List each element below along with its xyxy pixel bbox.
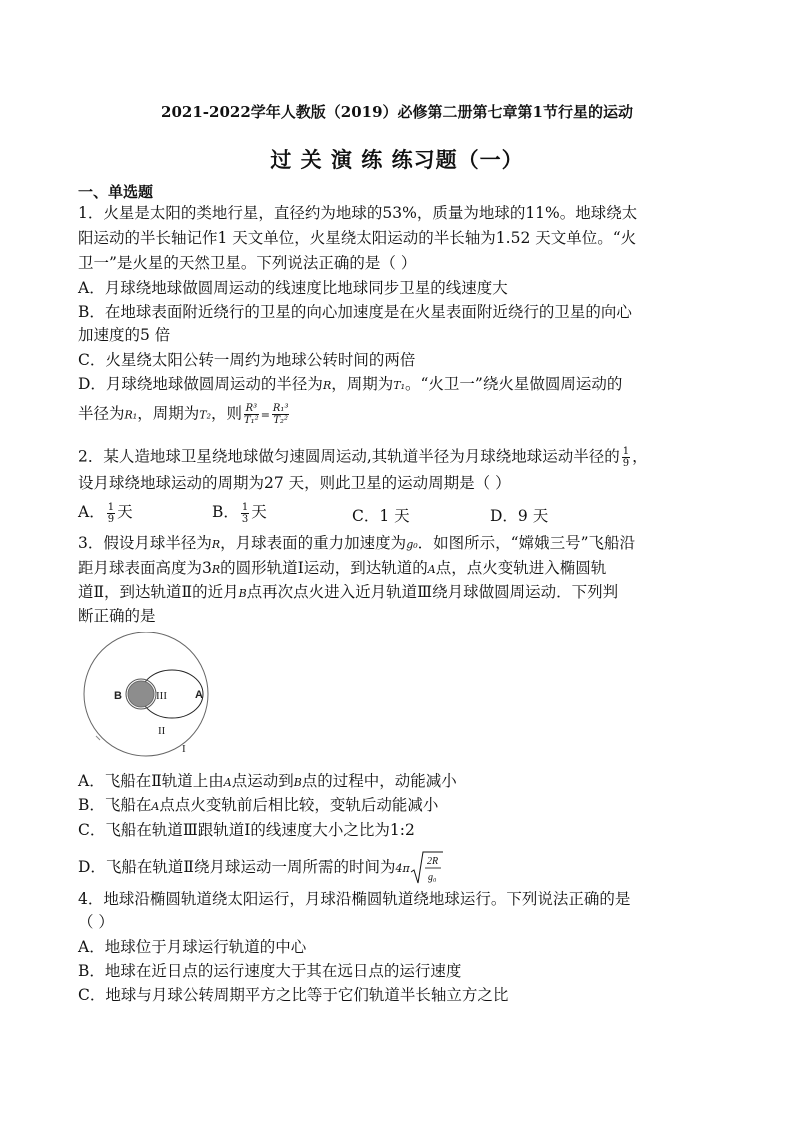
q2-line-1 (78, 446, 648, 469)
q3-option-d (78, 850, 444, 886)
q1-line-1: 1．火星是太阳的类地行星，直径约为地球的53%，质量为地球的11%。地球绕太 (78, 204, 638, 222)
q1-line-2: 阳运动的半长轴记作1 天文单位，火星绕太阳运动的半长轴为1.52 天文单位。“火 (78, 229, 637, 247)
q1-d2-f2-den: T₂² (273, 415, 289, 426)
q1-d2-text-b: ，周期为 (137, 404, 200, 423)
q3-line-3 (78, 582, 618, 604)
q2-b-fraction (241, 502, 249, 525)
q3-l2-a: 距月球表面高度为3 (78, 559, 212, 577)
q1-option-b-line-1: B．在地球表面附近绕行的卫星的向心加速度是在火星表面附近绕行的卫星的向心 (78, 303, 632, 321)
q2-fraction (622, 446, 630, 469)
q1-d2-f1-num: R³ (245, 403, 258, 414)
q4-line-1: 4．地球沿椭圆轨道绕太阳运行，月球沿椭圆轨道绕地球运行。下列说法正确的是 (78, 890, 631, 908)
q1-d-symbol-r: R (322, 379, 332, 392)
document-title: 2021-2022学年人教版（2019）必修第二册第七章第1节行星的运动 (161, 103, 633, 121)
q1-d2-symbol-t2: T₂ (199, 408, 211, 422)
q3-l2-c: 点，点火变轨进入椭圆轨 (435, 559, 607, 577)
q2-a-fraction (107, 502, 115, 525)
q3-d-sqrt (410, 850, 444, 886)
q3-l1-c: ．如图所示，“嫦娥三号”飞船沿 (417, 534, 635, 552)
q2-b-num: 1 (241, 501, 249, 513)
q1-d-symbol-t1: T₁ (393, 379, 405, 392)
orbit-direction-arrow (96, 736, 100, 740)
q3-line-2 (78, 558, 606, 580)
q1-d2-fraction-2 (272, 403, 290, 426)
q3-l3-symbol-b: B (238, 587, 247, 600)
q3-l3-a: 道Ⅱ，到达轨道Ⅱ的近月 (78, 583, 239, 601)
section-heading: 一、单选题 (78, 183, 154, 201)
q3-b-text-b: 点点火变轨前后相比较，变轨后动能减小 (159, 796, 439, 814)
q2-text-1-end: ， (632, 447, 648, 466)
q1-option-a: A．月球绕地球做圆周运动的线速度比地球同步卫星的线速度大 (78, 279, 508, 297)
q3-l2-symbol-a: A (427, 563, 436, 576)
q2-option-a (78, 500, 133, 525)
q1-option-b-line-2: 加速度的5 倍 (78, 326, 171, 344)
q1-d2-fraction-1 (244, 403, 259, 426)
q3-line-1 (78, 533, 635, 555)
q1-d2-text-c: ，则 (210, 404, 242, 423)
q3-a-text-c: 点的过程中，动能减小 (301, 772, 457, 790)
q3-l1-a: 3．假设月球半径为 (78, 534, 212, 552)
moon-circle (128, 681, 154, 707)
q3-option-c: C．飞船在轨道Ⅲ跟轨道Ⅰ的线速度大小之比为1:2 (78, 821, 415, 839)
q3-b-symbol-a: A (151, 800, 160, 813)
q2-a-den: 9 (107, 513, 115, 525)
q3-d-text: D．飞船在轨道Ⅱ绕月球运动一周所需的时间为 (78, 858, 396, 876)
q3-option-a (78, 771, 457, 793)
q1-option-d-line-2 (78, 403, 291, 426)
label-orbit-iii: III (156, 690, 167, 702)
q4-option-b: B．地球在近日点的运行速度大于其在远日点的运行速度 (78, 962, 462, 980)
q3-l3-b: 点再次点火进入近月轨道Ⅲ绕月球做圆周运动．下列判 (246, 583, 619, 601)
q3-a-symbol-b: B (293, 776, 302, 789)
q3-l1-b: ，月球表面的重力加速度为 (220, 534, 407, 552)
q3-d-coefficient: 4π (395, 862, 410, 875)
q3-l1-symbol-r: R (211, 538, 221, 551)
q3-a-text-a: A．飞船在Ⅱ轨道上由 (78, 772, 224, 790)
q1-option-c: C．火星绕太阳公转一周约为地球公转时间的两倍 (78, 351, 416, 369)
q3-d-den: g₀ (427, 872, 437, 883)
q3-a-text-b: 点运动到 (231, 772, 294, 790)
label-orbit-ii: II (158, 725, 166, 737)
q2-line-2: 设月球绕地球运动的周期为27 天，则此卫星的运动周期是（ ） (78, 474, 511, 492)
q3-l2-b: 的圆形轨道Ⅰ运动，到达轨道的 (220, 559, 428, 577)
q3-d-num: 2R (426, 856, 438, 867)
q2-b-den: 3 (241, 513, 249, 525)
q2-option-b (212, 500, 267, 525)
q1-d-text-b: ，周期为 (331, 375, 394, 393)
q1-d2-f2-num: R₁³ (272, 403, 289, 414)
q2-option-d: D．9 天 (490, 507, 549, 525)
q1-d-text-a: D．月球绕地球做圆周运动的半径为 (78, 375, 323, 393)
q1-d2-symbol-r1: R₁ (124, 408, 138, 422)
q3-l1-symbol-g0: g₀ (406, 538, 418, 551)
q3-l2-symbol-r: R (211, 563, 221, 576)
q3-a-symbol-a: A (223, 776, 232, 789)
q3-line-4: 断正确的是 (78, 607, 156, 625)
label-point-b: B (114, 690, 122, 702)
q2-b-unit: 天 (251, 503, 267, 521)
q1-d2-equals: = (260, 408, 270, 422)
q2-a-unit: 天 (117, 503, 133, 521)
q3-b-text-a: B．飞船在 (78, 796, 152, 814)
q3-option-b (78, 795, 438, 817)
q2-a-num: 1 (107, 501, 115, 513)
q2-frac-num: 1 (622, 446, 630, 457)
orbit-diagram (78, 632, 218, 762)
q2-frac-den: 9 (622, 458, 630, 469)
label-point-a: A (195, 689, 203, 701)
q4-option-c: C．地球与月球公转周期平方之比等于它们轨道半长轴立方之比 (78, 986, 509, 1004)
q2-b-label: B． (212, 503, 239, 521)
document-subtitle: 过 关 演 练 练习题（一） (270, 147, 524, 172)
q1-d-text-c: 。“火卫一”绕火星做圆周运动的 (405, 375, 623, 393)
q4-option-a: A．地球位于月球运行轨道的中心 (78, 938, 307, 956)
q2-option-c: C．1 天 (352, 507, 410, 525)
q1-d2-f1-den: T₁² (244, 415, 259, 426)
q2-a-label: A． (78, 503, 105, 521)
q1-option-d-line-1 (78, 374, 622, 396)
q1-d2-text-a: 半径为 (78, 404, 125, 423)
q1-line-3: 卫一”是火星的天然卫星。下列说法正确的是（ ） (78, 254, 417, 272)
q4-line-2: （ ） (78, 913, 114, 931)
q2-text-1: 2．某人造地球卫星绕地球做匀速圆周运动,其轨道半径为月球绕地球运动半径的 (78, 447, 620, 466)
label-orbit-i: I (182, 743, 186, 755)
